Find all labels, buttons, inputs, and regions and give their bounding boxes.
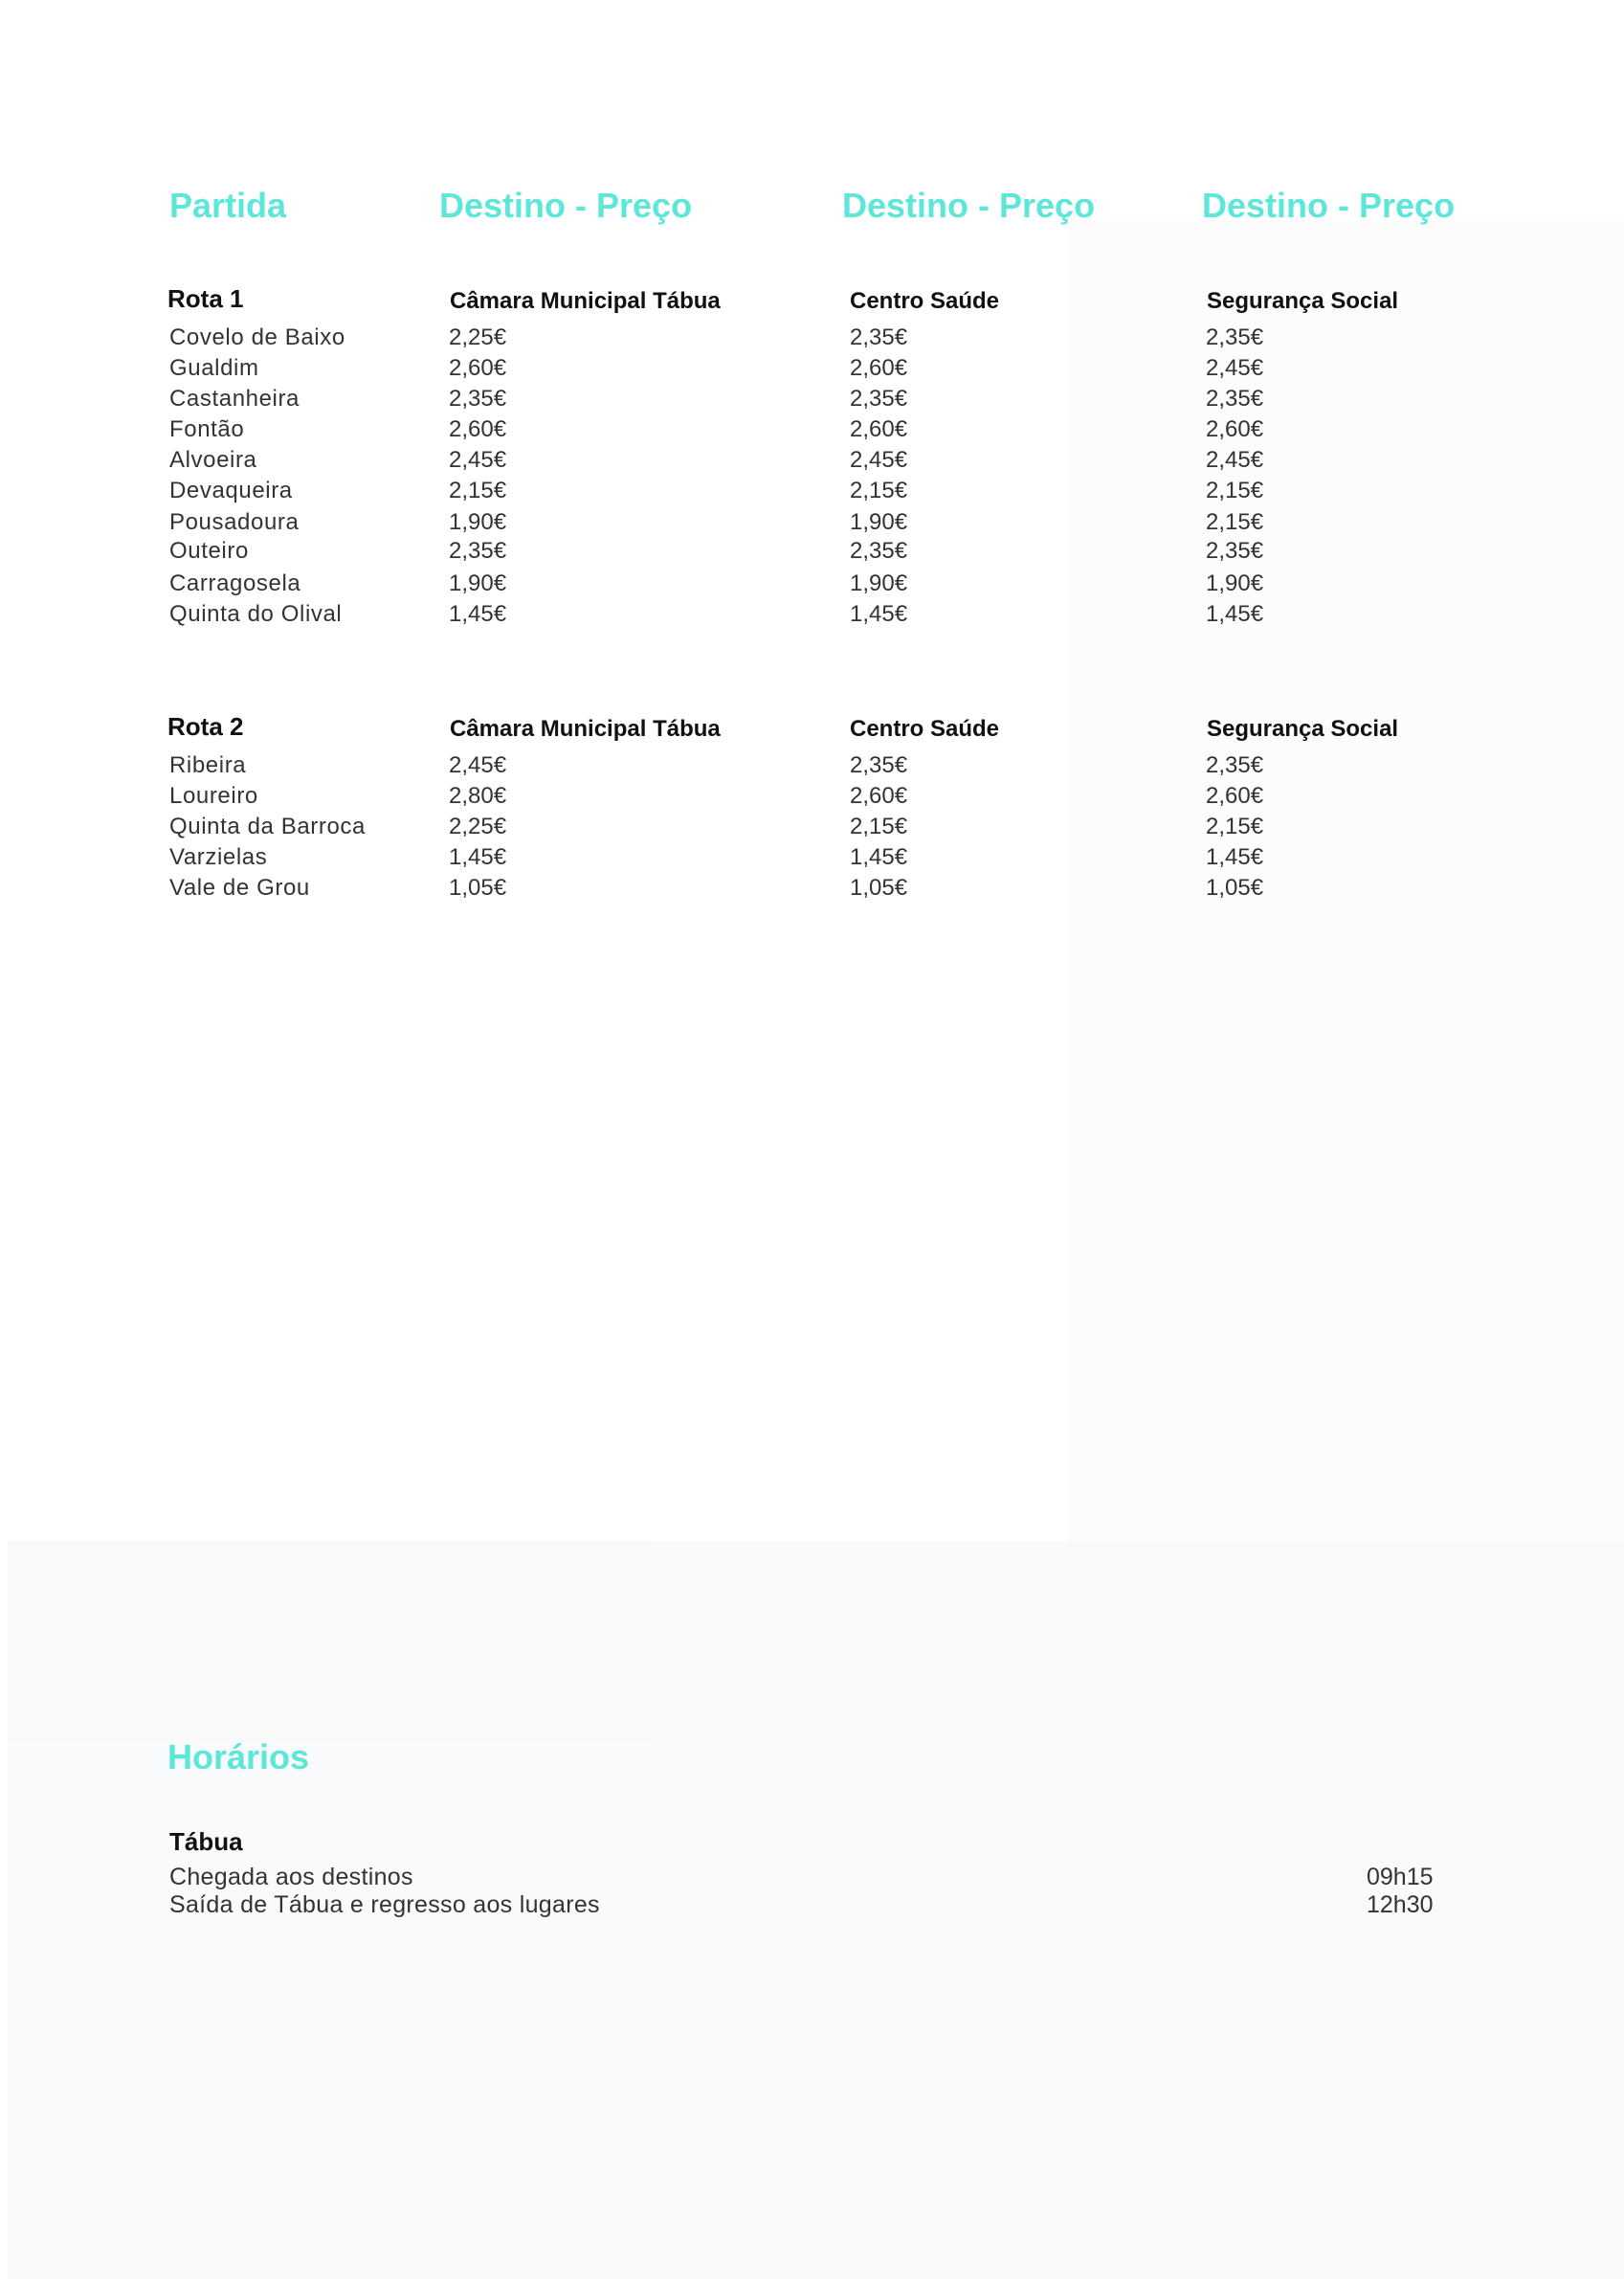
- price-cell: 1,05€: [449, 875, 507, 901]
- table-row: [0, 355, 1624, 386]
- price-cell: 2,35€: [1206, 538, 1264, 564]
- price-cell: 2,45€: [449, 752, 507, 778]
- table-row: [0, 814, 1624, 844]
- origin-cell: Varzielas: [169, 844, 268, 870]
- schedule-row: [0, 1891, 1624, 1922]
- price-cell: 2,35€: [449, 386, 507, 412]
- schedule-row: [0, 1864, 1624, 1894]
- price-cell: 1,90€: [449, 570, 507, 596]
- origin-cell: Vale de Grou: [169, 875, 310, 901]
- price-cell: 2,15€: [1206, 478, 1264, 503]
- origin-cell: Castanheira: [169, 386, 300, 412]
- price-cell: 2,35€: [850, 538, 908, 564]
- price-cell: 2,35€: [850, 752, 908, 778]
- price-cell: 2,25€: [449, 324, 507, 350]
- header-partida: Partida: [169, 186, 287, 225]
- price-cell: 2,60€: [850, 416, 908, 442]
- price-cell: 1,45€: [850, 844, 908, 870]
- price-cell: 2,15€: [1206, 814, 1264, 839]
- table-row: [0, 447, 1624, 478]
- schedule-label: Saída de Tábua e regresso aos lugares: [169, 1891, 600, 1918]
- price-cell: 2,15€: [449, 478, 507, 503]
- destination-header-centro-saude: Centro Saúde: [850, 716, 1000, 742]
- schedule-place: Tábua: [169, 1827, 243, 1856]
- destination-header-camara: Câmara Municipal Tábua: [450, 716, 721, 742]
- price-cell: 1,90€: [449, 509, 507, 535]
- price-cell: 1,90€: [850, 509, 908, 535]
- destination-header-camara: Câmara Municipal Tábua: [450, 288, 721, 314]
- schedule-title: Horários: [167, 1737, 310, 1776]
- header-destino-preco-1: Destino - Preço: [439, 186, 693, 225]
- price-cell: 2,60€: [449, 416, 507, 442]
- price-cell: 2,15€: [1206, 509, 1264, 535]
- origin-cell: Pousadoura: [169, 509, 300, 535]
- price-cell: 2,80€: [449, 783, 507, 809]
- price-cell: 2,25€: [449, 814, 507, 839]
- origin-cell: Outeiro: [169, 538, 249, 564]
- origin-cell: Carragosela: [169, 570, 301, 596]
- price-cell: 2,35€: [449, 538, 507, 564]
- price-cell: 1,05€: [850, 875, 908, 901]
- price-cell: 1,45€: [449, 601, 507, 627]
- price-cell: 2,15€: [850, 478, 908, 503]
- price-cell: 2,15€: [850, 814, 908, 839]
- table-row: [0, 509, 1624, 540]
- table-row: [0, 601, 1624, 632]
- price-cell: 1,90€: [1206, 570, 1264, 596]
- schedule-label: Chegada aos destinos: [169, 1864, 413, 1890]
- price-cell: 1,45€: [850, 601, 908, 627]
- price-cell: 1,90€: [850, 570, 908, 596]
- origin-cell: Fontão: [169, 416, 245, 442]
- destination-header-seguranca-social: Segurança Social: [1207, 288, 1399, 314]
- table-row: [0, 478, 1624, 508]
- price-cell: 1,45€: [1206, 844, 1264, 870]
- price-cell: 2,60€: [1206, 416, 1264, 442]
- header-destino-preco-3: Destino - Preço: [1202, 186, 1456, 225]
- price-cell: 1,45€: [1206, 601, 1264, 627]
- price-cell: 2,35€: [1206, 752, 1264, 778]
- price-cell: 2,60€: [449, 355, 507, 381]
- origin-cell: Quinta da Barroca: [169, 814, 366, 839]
- table-row: [0, 538, 1624, 569]
- price-cell: 2,45€: [449, 447, 507, 473]
- price-cell: 2,45€: [1206, 447, 1264, 473]
- price-cell: 2,45€: [850, 447, 908, 473]
- origin-cell: Loureiro: [169, 783, 258, 809]
- table-row: [0, 783, 1624, 814]
- background-panel-bottom-left: [8, 1541, 654, 1742]
- price-cell: 2,35€: [1206, 324, 1264, 350]
- schedule-time: 12h30: [1367, 1891, 1434, 1918]
- price-cell: 2,60€: [1206, 783, 1264, 809]
- destination-header-seguranca-social: Segurança Social: [1207, 716, 1399, 742]
- route-title: Rota 2: [167, 712, 244, 741]
- origin-cell: Covelo de Baixo: [169, 324, 345, 350]
- price-cell: 2,35€: [850, 386, 908, 412]
- origin-cell: Ribeira: [169, 752, 247, 778]
- price-cell: 2,35€: [1206, 386, 1264, 412]
- table-row: [0, 570, 1624, 601]
- table-row: [0, 875, 1624, 905]
- table-row: [0, 416, 1624, 447]
- origin-cell: Gualdim: [169, 355, 259, 381]
- price-cell: 2,60€: [850, 783, 908, 809]
- price-cell: 2,35€: [850, 324, 908, 350]
- price-cell: 1,05€: [1206, 875, 1264, 901]
- origin-cell: Quinta do Olival: [169, 601, 343, 627]
- route-title: Rota 1: [167, 284, 244, 313]
- origin-cell: Devaqueira: [169, 478, 293, 503]
- table-row: [0, 324, 1624, 355]
- table-row: [0, 752, 1624, 783]
- price-cell: 2,60€: [850, 355, 908, 381]
- header-destino-preco-2: Destino - Preço: [842, 186, 1096, 225]
- table-row: [0, 386, 1624, 416]
- schedule-time: 09h15: [1367, 1864, 1434, 1890]
- price-cell: 1,45€: [449, 844, 507, 870]
- destination-header-centro-saude: Centro Saúde: [850, 288, 1000, 314]
- price-cell: 2,45€: [1206, 355, 1264, 381]
- table-row: [0, 844, 1624, 875]
- origin-cell: Alvoeira: [169, 447, 257, 473]
